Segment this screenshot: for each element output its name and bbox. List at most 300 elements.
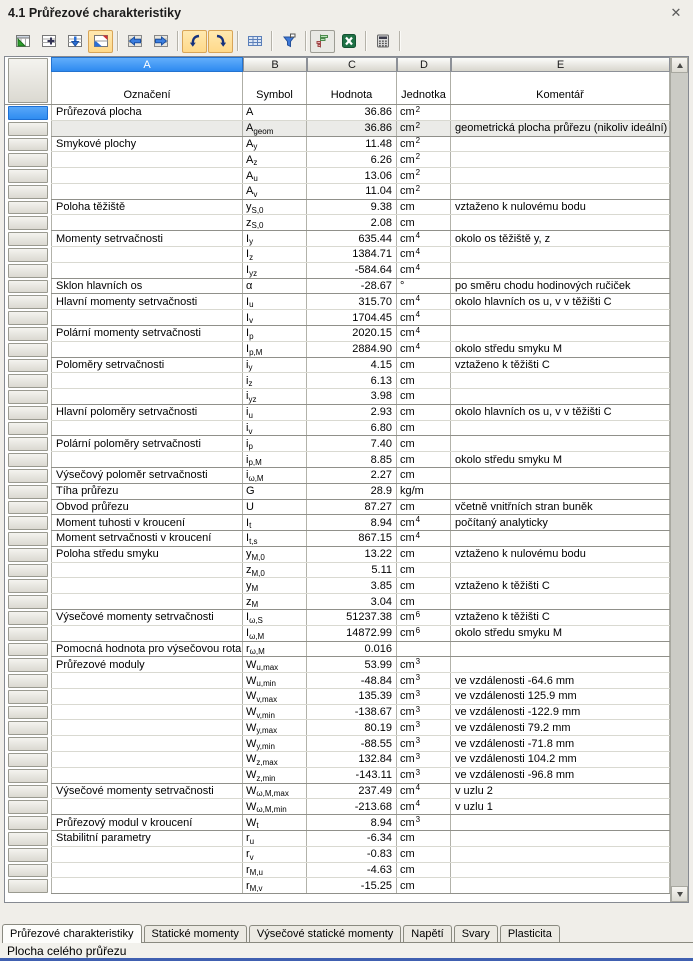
cell-value[interactable]: 2884.90 <box>307 342 397 357</box>
cell-value[interactable]: 1704.45 <box>307 310 397 325</box>
cell-label[interactable] <box>51 342 243 357</box>
cell-unit[interactable]: cm <box>397 578 451 593</box>
cell-symbol[interactable]: r v <box>243 847 307 862</box>
cell-unit[interactable]: ° <box>397 279 451 294</box>
cell-comment[interactable] <box>451 484 670 499</box>
cell-comment[interactable]: vztaženo k těžišti C <box>451 358 670 373</box>
cell-symbol[interactable]: A u <box>243 168 307 183</box>
section-values-button[interactable] <box>10 30 35 53</box>
cell-unit[interactable]: cm 4 <box>397 326 451 341</box>
cell-unit[interactable]: cm 6 <box>397 626 451 641</box>
cell-label[interactable]: Sklon hlavních os <box>51 279 243 294</box>
row-header[interactable] <box>5 863 51 879</box>
cell-comment[interactable]: ve vzdálenosti 125.9 mm <box>451 689 670 704</box>
cell-comment[interactable] <box>451 389 670 404</box>
cell-unit[interactable]: cm 3 <box>397 815 451 830</box>
cell-value[interactable]: 4.15 <box>307 358 397 373</box>
cell-comment[interactable] <box>451 815 670 830</box>
row-header[interactable] <box>5 578 51 594</box>
cell-unit[interactable]: cm <box>397 563 451 578</box>
cell-unit[interactable]: cm 4 <box>397 515 451 530</box>
cell-label[interactable]: Výsečový poloměr setrvačnosti <box>51 468 243 483</box>
cell-label[interactable] <box>51 863 243 878</box>
cell-symbol[interactable]: z M,0 <box>243 563 307 578</box>
cell-label[interactable] <box>51 389 243 404</box>
cell-comment[interactable] <box>451 436 670 451</box>
scroll-down-button[interactable] <box>671 886 688 902</box>
cell-symbol[interactable]: i p,M <box>243 452 307 467</box>
move-row-down-button[interactable] <box>62 30 87 53</box>
cell-symbol[interactable]: I ω,S <box>243 610 307 625</box>
cell-symbol[interactable]: W v,min <box>243 705 307 720</box>
cell-symbol[interactable]: A <box>243 105 307 120</box>
cell-comment[interactable] <box>451 215 670 230</box>
cell-value[interactable]: 315.70 <box>307 294 397 309</box>
cell-label[interactable] <box>51 263 243 278</box>
table-tab[interactable] <box>454 925 498 942</box>
column-letter-a[interactable]: A <box>51 57 243 72</box>
cell-value[interactable]: 5.11 <box>307 563 397 578</box>
cell-label[interactable] <box>51 563 243 578</box>
cell-value[interactable]: -28.67 <box>307 279 397 294</box>
cell-label[interactable]: Průřezové moduly <box>51 657 243 672</box>
cell-symbol[interactable]: W z,max <box>243 752 307 767</box>
cell-label[interactable]: Hlavní momenty setrvačnosti <box>51 294 243 309</box>
cell-unit[interactable]: cm <box>397 373 451 388</box>
cell-unit[interactable]: cm 4 <box>397 263 451 278</box>
cell-value[interactable]: 8.94 <box>307 815 397 830</box>
cell-label[interactable] <box>51 168 243 183</box>
cell-comment[interactable]: geometrická plocha průřezu (nikoliv ideální) <box>451 121 670 136</box>
cell-label[interactable] <box>51 752 243 767</box>
cell-comment[interactable]: ve vzdálenosti -64.6 mm <box>451 673 670 688</box>
cell-label[interactable]: Tíha průřezu <box>51 484 243 499</box>
column-letter-d[interactable]: D <box>397 57 451 72</box>
cell-comment[interactable]: vztaženo k těžišti C <box>451 610 670 625</box>
cell-label[interactable]: Stabilitní parametry <box>51 831 243 846</box>
cell-unit[interactable]: cm 3 <box>397 752 451 767</box>
row-header[interactable] <box>5 500 51 516</box>
cell-label[interactable]: Moment tuhosti v kroucení <box>51 515 243 530</box>
cell-value[interactable]: 3.98 <box>307 389 397 404</box>
cell-value[interactable]: 7.40 <box>307 436 397 451</box>
cell-value[interactable]: 14872.99 <box>307 626 397 641</box>
row-header[interactable] <box>5 121 51 137</box>
cell-comment[interactable]: okolo os těžiště y, z <box>451 231 670 246</box>
cell-comment[interactable] <box>451 847 670 862</box>
cell-unit[interactable]: cm <box>397 358 451 373</box>
cell-label[interactable] <box>51 578 243 593</box>
cell-value[interactable]: 28.9 <box>307 484 397 499</box>
cell-comment[interactable]: vztaženo k těžišti C <box>451 578 670 593</box>
cell-value[interactable]: -15.25 <box>307 878 397 893</box>
cell-symbol[interactable]: I p,M <box>243 342 307 357</box>
cell-unit[interactable]: cm <box>397 452 451 467</box>
cell-label[interactable] <box>51 799 243 814</box>
cell-comment[interactable] <box>451 421 670 436</box>
cell-label[interactable] <box>51 184 243 199</box>
cell-unit[interactable]: cm 3 <box>397 657 451 672</box>
row-header[interactable] <box>5 831 51 847</box>
cell-comment[interactable]: okolo středu smyku M <box>451 452 670 467</box>
cell-value[interactable]: 36.86 <box>307 121 397 136</box>
calculator-button[interactable] <box>370 30 395 53</box>
cell-value[interactable]: -584.64 <box>307 263 397 278</box>
cell-unit[interactable]: cm 6 <box>397 610 451 625</box>
cell-symbol[interactable]: y M <box>243 578 307 593</box>
row-header[interactable] <box>5 436 51 452</box>
export-excel-button[interactable] <box>336 30 361 53</box>
cell-unit[interactable]: cm 4 <box>397 799 451 814</box>
row-header[interactable] <box>5 847 51 863</box>
cell-label[interactable] <box>51 673 243 688</box>
cell-symbol[interactable]: A geom <box>243 121 307 136</box>
cell-value[interactable]: -4.63 <box>307 863 397 878</box>
row-header[interactable] <box>5 326 51 342</box>
cell-comment[interactable]: po směru chodu hodinových ručiček <box>451 279 670 294</box>
cell-label[interactable] <box>51 310 243 325</box>
cell-unit[interactable]: cm <box>397 200 451 215</box>
cell-label[interactable]: Průřezová plocha <box>51 105 243 120</box>
row-header[interactable] <box>5 484 51 500</box>
row-header[interactable] <box>5 200 51 216</box>
cell-unit[interactable]: cm 2 <box>397 152 451 167</box>
row-header[interactable] <box>5 547 51 563</box>
cell-unit[interactable]: cm 3 <box>397 720 451 735</box>
cell-unit[interactable]: cm 2 <box>397 184 451 199</box>
cell-label[interactable]: Hlavní poloměry setrvačnosti <box>51 405 243 420</box>
cell-label[interactable]: Poloměry setrvačnosti <box>51 358 243 373</box>
cell-symbol[interactable]: r u <box>243 831 307 846</box>
cell-unit[interactable]: cm <box>397 878 451 893</box>
cell-value[interactable]: 87.27 <box>307 500 397 515</box>
cell-value[interactable]: 80.19 <box>307 720 397 735</box>
cell-comment[interactable]: okolo hlavních os u, v v těžišti C <box>451 405 670 420</box>
cell-value[interactable]: 135.39 <box>307 689 397 704</box>
cell-label[interactable] <box>51 247 243 262</box>
cell-comment[interactable]: ve vzdálenosti 79.2 mm <box>451 720 670 735</box>
table-view-button[interactable] <box>242 30 267 53</box>
toggle-result-rows-button[interactable] <box>88 30 113 53</box>
cell-label[interactable]: Výsečové momenty setrvačnosti <box>51 610 243 625</box>
close-button[interactable] <box>668 5 684 21</box>
table-tab[interactable] <box>500 925 560 942</box>
row-header[interactable] <box>5 642 51 658</box>
cell-symbol[interactable]: G <box>243 484 307 499</box>
cell-comment[interactable]: počítaný analyticky <box>451 515 670 530</box>
cell-value[interactable]: 635.44 <box>307 231 397 246</box>
cell-label[interactable]: Výsečové momenty setrvačnosti <box>51 784 243 799</box>
cell-comment[interactable] <box>451 105 670 120</box>
row-header[interactable] <box>5 405 51 421</box>
cell-unit[interactable]: kg/m <box>397 484 451 499</box>
cell-unit[interactable]: cm 3 <box>397 689 451 704</box>
cell-symbol[interactable]: W v,max <box>243 689 307 704</box>
cell-unit[interactable]: cm 3 <box>397 673 451 688</box>
cell-unit[interactable]: cm <box>397 421 451 436</box>
row-header[interactable] <box>5 358 51 374</box>
table-tab[interactable] <box>403 925 451 942</box>
cell-unit[interactable]: cm <box>397 215 451 230</box>
row-header[interactable] <box>5 515 51 531</box>
cell-comment[interactable] <box>451 878 670 893</box>
row-header[interactable] <box>5 878 51 894</box>
row-header[interactable] <box>5 152 51 168</box>
cell-value[interactable]: -138.67 <box>307 705 397 720</box>
cell-unit[interactable]: cm 4 <box>397 531 451 546</box>
table-tab[interactable] <box>144 925 247 942</box>
cell-unit[interactable]: cm 2 <box>397 168 451 183</box>
cell-unit[interactable] <box>397 642 451 657</box>
jump-forward-button[interactable] <box>208 30 233 53</box>
cell-value[interactable]: 867.15 <box>307 531 397 546</box>
cell-label[interactable] <box>51 152 243 167</box>
cell-value[interactable]: 2020.15 <box>307 326 397 341</box>
cell-value[interactable]: 36.86 <box>307 105 397 120</box>
cell-unit[interactable]: cm <box>397 831 451 846</box>
cell-symbol[interactable]: A z <box>243 152 307 167</box>
cell-value[interactable]: -6.34 <box>307 831 397 846</box>
cell-symbol[interactable]: W t <box>243 815 307 830</box>
insert-row-button[interactable] <box>36 30 61 53</box>
previous-table-button[interactable] <box>122 30 147 53</box>
cell-symbol[interactable]: I yz <box>243 263 307 278</box>
cell-symbol[interactable]: z S,0 <box>243 215 307 230</box>
cell-comment[interactable]: ve vzdálenosti -71.8 mm <box>451 736 670 751</box>
cell-comment[interactable] <box>451 563 670 578</box>
cell-label[interactable]: Polární momenty setrvačnosti <box>51 326 243 341</box>
cell-label[interactable]: Průřezový modul v kroucení <box>51 815 243 830</box>
cell-comment[interactable]: v uzlu 2 <box>451 784 670 799</box>
cell-unit[interactable]: cm 4 <box>397 310 451 325</box>
cell-value[interactable]: 0.016 <box>307 642 397 657</box>
cell-unit[interactable]: cm 3 <box>397 705 451 720</box>
cell-comment[interactable]: okolo hlavních os u, v v těžišti C <box>451 294 670 309</box>
cell-value[interactable]: 9.38 <box>307 200 397 215</box>
cell-symbol[interactable]: W y,min <box>243 736 307 751</box>
cell-value[interactable]: 11.04 <box>307 184 397 199</box>
cell-symbol[interactable]: z M <box>243 594 307 609</box>
cell-comment[interactable]: včetně vnitřních stran buněk <box>451 500 670 515</box>
cell-symbol[interactable]: A v <box>243 184 307 199</box>
cell-unit[interactable]: cm <box>397 436 451 451</box>
cell-comment[interactable]: ve vzdálenosti 104.2 mm <box>451 752 670 767</box>
cell-comment[interactable] <box>451 263 670 278</box>
cell-label[interactable]: Poloha středu smyku <box>51 547 243 562</box>
row-header[interactable] <box>5 610 51 626</box>
cell-unit[interactable]: cm 3 <box>397 736 451 751</box>
row-header[interactable] <box>5 468 51 484</box>
row-header[interactable] <box>5 736 51 752</box>
cell-label[interactable] <box>51 421 243 436</box>
cell-comment[interactable] <box>451 184 670 199</box>
cell-symbol[interactable]: I v <box>243 310 307 325</box>
row-header[interactable] <box>5 799 51 815</box>
cell-value[interactable]: 3.04 <box>307 594 397 609</box>
cell-label[interactable]: Obvod průřezu <box>51 500 243 515</box>
cell-symbol[interactable]: I y <box>243 231 307 246</box>
cell-unit[interactable]: cm 4 <box>397 231 451 246</box>
cell-value[interactable]: -143.11 <box>307 768 397 783</box>
cell-value[interactable]: 13.22 <box>307 547 397 562</box>
cell-label[interactable] <box>51 705 243 720</box>
cell-value[interactable]: -48.84 <box>307 673 397 688</box>
cell-symbol[interactable]: U <box>243 500 307 515</box>
row-header[interactable] <box>5 563 51 579</box>
row-header[interactable] <box>5 263 51 279</box>
cell-unit[interactable]: cm 2 <box>397 137 451 152</box>
cell-comment[interactable]: okolo středu smyku M <box>451 626 670 641</box>
row-header[interactable] <box>5 673 51 689</box>
header-corner-cell[interactable] <box>5 57 51 104</box>
cell-label[interactable] <box>51 720 243 735</box>
cell-value[interactable]: 8.85 <box>307 452 397 467</box>
row-header[interactable] <box>5 720 51 736</box>
cell-symbol[interactable]: i p <box>243 436 307 451</box>
cell-symbol[interactable]: r M,u <box>243 863 307 878</box>
cell-comment[interactable] <box>451 863 670 878</box>
row-header[interactable] <box>5 421 51 437</box>
row-header[interactable] <box>5 784 51 800</box>
cell-label[interactable] <box>51 736 243 751</box>
cell-value[interactable]: 1384.71 <box>307 247 397 262</box>
cell-symbol[interactable]: i y <box>243 358 307 373</box>
jump-back-button[interactable] <box>182 30 207 53</box>
row-header[interactable] <box>5 247 51 263</box>
filter-button[interactable] <box>276 30 301 53</box>
cell-comment[interactable]: okolo středu smyku M <box>451 342 670 357</box>
cell-symbol[interactable]: i v <box>243 421 307 436</box>
cell-value[interactable]: 11.48 <box>307 137 397 152</box>
cell-symbol[interactable]: i u <box>243 405 307 420</box>
cell-symbol[interactable]: I t <box>243 515 307 530</box>
cell-symbol[interactable]: r M,v <box>243 878 307 893</box>
cell-label[interactable]: Moment setrvačnosti v kroucení <box>51 531 243 546</box>
cell-value[interactable]: 6.80 <box>307 421 397 436</box>
cell-symbol[interactable]: W u,min <box>243 673 307 688</box>
cell-unit[interactable]: cm 4 <box>397 784 451 799</box>
cell-symbol[interactable]: W y,max <box>243 720 307 735</box>
cell-symbol[interactable]: I t,s <box>243 531 307 546</box>
vertical-scrollbar[interactable] <box>670 57 688 902</box>
cell-label[interactable] <box>51 847 243 862</box>
cell-comment[interactable]: vztaženo k nulovému bodu <box>451 200 670 215</box>
row-header[interactable] <box>5 105 51 121</box>
cell-value[interactable]: 51237.38 <box>307 610 397 625</box>
cell-symbol[interactable]: i ω,M <box>243 468 307 483</box>
cell-comment[interactable]: ve vzdálenosti -96.8 mm <box>451 768 670 783</box>
cell-comment[interactable] <box>451 468 670 483</box>
row-header[interactable] <box>5 231 51 247</box>
cell-label[interactable] <box>51 373 243 388</box>
cell-comment[interactable] <box>451 642 670 657</box>
cell-symbol[interactable]: W ω,M,max <box>243 784 307 799</box>
cell-comment[interactable] <box>451 831 670 846</box>
cell-label[interactable]: Poloha těžiště <box>51 200 243 215</box>
cell-label[interactable] <box>51 689 243 704</box>
cell-symbol[interactable]: i z <box>243 373 307 388</box>
cell-unit[interactable]: cm <box>397 389 451 404</box>
row-header[interactable] <box>5 184 51 200</box>
cell-comment[interactable] <box>451 657 670 672</box>
cell-unit[interactable]: cm <box>397 863 451 878</box>
cell-symbol[interactable]: A y <box>243 137 307 152</box>
cell-symbol[interactable]: W ω,M,min <box>243 799 307 814</box>
cell-value[interactable]: 6.26 <box>307 152 397 167</box>
cell-label[interactable]: Momenty setrvačnosti <box>51 231 243 246</box>
cell-label[interactable] <box>51 121 243 136</box>
row-header[interactable] <box>5 705 51 721</box>
cell-comment[interactable] <box>451 326 670 341</box>
cell-value[interactable]: 8.94 <box>307 515 397 530</box>
cell-unit[interactable]: cm 2 <box>397 121 451 136</box>
next-table-button[interactable] <box>148 30 173 53</box>
row-header[interactable] <box>5 373 51 389</box>
cell-label[interactable] <box>51 626 243 641</box>
cell-unit[interactable]: cm 4 <box>397 247 451 262</box>
row-header[interactable] <box>5 168 51 184</box>
cell-value[interactable]: 132.84 <box>307 752 397 767</box>
cell-symbol[interactable]: I ω,M <box>243 626 307 641</box>
cell-label[interactable]: Pomocná hodnota pro výsečovou rota <box>51 642 243 657</box>
cell-value[interactable]: 13.06 <box>307 168 397 183</box>
cell-unit[interactable]: cm 2 <box>397 105 451 120</box>
cell-value[interactable]: -0.83 <box>307 847 397 862</box>
cell-symbol[interactable]: I p <box>243 326 307 341</box>
cell-comment[interactable] <box>451 137 670 152</box>
row-header[interactable] <box>5 752 51 768</box>
cell-symbol[interactable]: W z,min <box>243 768 307 783</box>
result-diagram-button[interactable] <box>310 30 335 53</box>
cell-comment[interactable] <box>451 310 670 325</box>
cell-value[interactable]: -213.68 <box>307 799 397 814</box>
cell-symbol[interactable]: α <box>243 279 307 294</box>
cell-label[interactable] <box>51 878 243 893</box>
cell-label[interactable]: Polární poloměry setrvačnosti <box>51 436 243 451</box>
row-header[interactable] <box>5 815 51 831</box>
row-header[interactable] <box>5 657 51 673</box>
row-header[interactable] <box>5 294 51 310</box>
row-header[interactable] <box>5 626 51 642</box>
cell-value[interactable]: 2.93 <box>307 405 397 420</box>
cell-unit[interactable]: cm <box>397 547 451 562</box>
cell-symbol[interactable]: r ω,M <box>243 642 307 657</box>
column-letter-b[interactable]: B <box>243 57 307 72</box>
cell-label[interactable] <box>51 768 243 783</box>
cell-comment[interactable] <box>451 152 670 167</box>
row-header[interactable] <box>5 768 51 784</box>
row-header[interactable] <box>5 310 51 326</box>
table-tab[interactable] <box>2 924 142 943</box>
cell-comment[interactable] <box>451 168 670 183</box>
cell-comment[interactable]: v uzlu 1 <box>451 799 670 814</box>
cell-unit[interactable]: cm <box>397 594 451 609</box>
column-letter-c[interactable]: C <box>307 57 397 72</box>
cell-value[interactable]: 237.49 <box>307 784 397 799</box>
scroll-up-button[interactable] <box>671 57 688 73</box>
row-header[interactable] <box>5 215 51 231</box>
cell-unit[interactable]: cm 3 <box>397 768 451 783</box>
cell-value[interactable]: 53.99 <box>307 657 397 672</box>
cell-symbol[interactable]: i yz <box>243 389 307 404</box>
cell-symbol[interactable]: y M,0 <box>243 547 307 562</box>
row-header[interactable] <box>5 531 51 547</box>
cell-value[interactable]: 2.27 <box>307 468 397 483</box>
cell-value[interactable]: 3.85 <box>307 578 397 593</box>
row-header[interactable] <box>5 137 51 153</box>
cell-unit[interactable]: cm <box>397 468 451 483</box>
cell-unit[interactable]: cm <box>397 405 451 420</box>
